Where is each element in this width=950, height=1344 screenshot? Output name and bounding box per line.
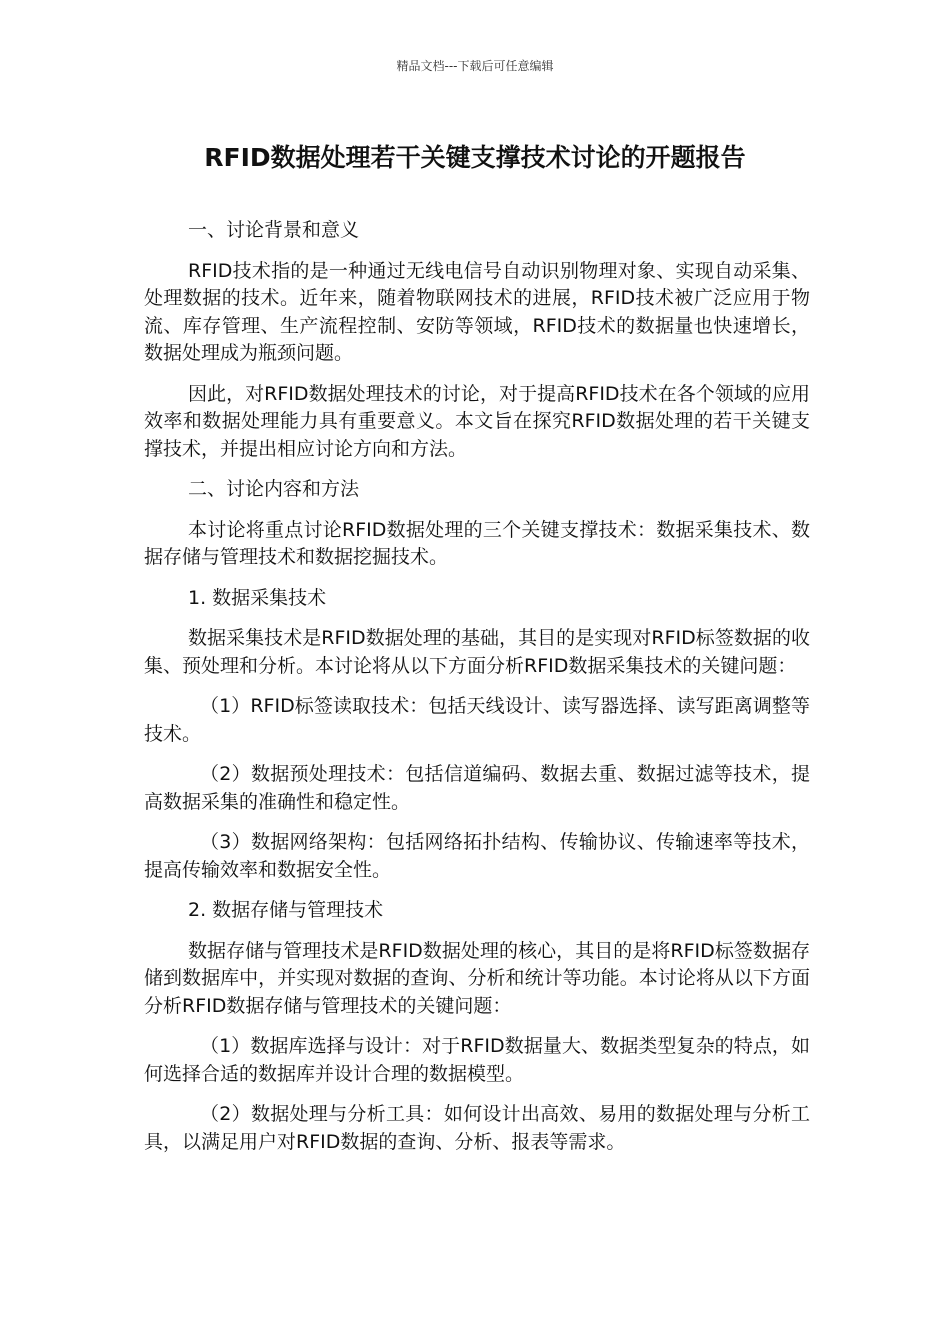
paragraph-rfid-intro: RFID技术指的是一种通过无线电信号自动识别物理对象、实现自动采集、处理数据的技术。近年来，随着物联网技术的进展，RFID技术被广泛应用于物流、库存管理、生产流程控制、安防等领域，RFID技术的数据量也快速增长，数据处理成为瓶颈问题。 [144,259,810,364]
section-heading-background: 一、讨论背景和意义 [188,219,360,241]
list-item-network-architecture: （3）数据网络架构：包括网络拓扑结构、传输协议、传输速率等技术，提高传输效率和数据安全性。 [144,831,810,881]
section-heading-content-method: 二、讨论内容和方法 [188,478,360,500]
paragraph-three-techniques: 本讨论将重点讨论RFID数据处理的三个关键支撑技术：数据采集技术、数据存储与管理技术和数据挖掘技术。 [144,518,810,568]
paragraph-significance: 因此，对RFID数据处理技术的讨论，对于提高RFID技术在各个领域的应用效率和数据处理能力具有重要意义。本文旨在探究RFID数据处理的若干关键支撑技术，并提出相应讨论方向和方法。 [144,382,810,460]
list-item-tag-reading: （1）RFID标签读取技术：包括天线设计、读写器选择、读写距离调整等技术。 [144,695,810,745]
subsection-heading-data-collection: 1. 数据采集技术 [188,586,327,609]
paragraph-storage-management: 数据存储与管理技术是RFID数据处理的核心，其目的是将RFID标签数据存储到数据库中，并实现对数据的查询、分析和统计等功能。本讨论将从以下方面分析RFID数据存储与管理技术的关键问题： [144,939,810,1017]
list-item-preprocessing: （2）数据预处理技术：包括信道编码、数据去重、数据过滤等技术，提高数据采集的准确性和稳定性。 [144,763,810,813]
subsection-heading-storage-management: 2. 数据存储与管理技术 [188,899,384,921]
document-body [144,217,810,1169]
list-item-database-design: （1）数据库选择与设计：对于RFID数据量大、数据类型复杂的特点，如何选择合适的数据库并设计合理的数据模型。 [144,1035,810,1085]
paragraph-data-collection: 数据采集技术是RFID数据处理的基础，其目的是实现对RFID标签数据的收集、预处理和分析。本讨论将从以下方面分析RFID数据采集技术的关键问题： [144,627,810,677]
document-title: RFID数据处理若干关键支撑技术讨论的开题报告 [204,143,746,172]
list-item-analysis-tools: （2）数据处理与分析工具：如何设计出高效、易用的数据处理与分析工具，以满足用户对RFID数据的查询、分析、报表等需求。 [144,1103,810,1153]
header-note: 精品文档---下载后可任意编辑 [396,59,554,73]
